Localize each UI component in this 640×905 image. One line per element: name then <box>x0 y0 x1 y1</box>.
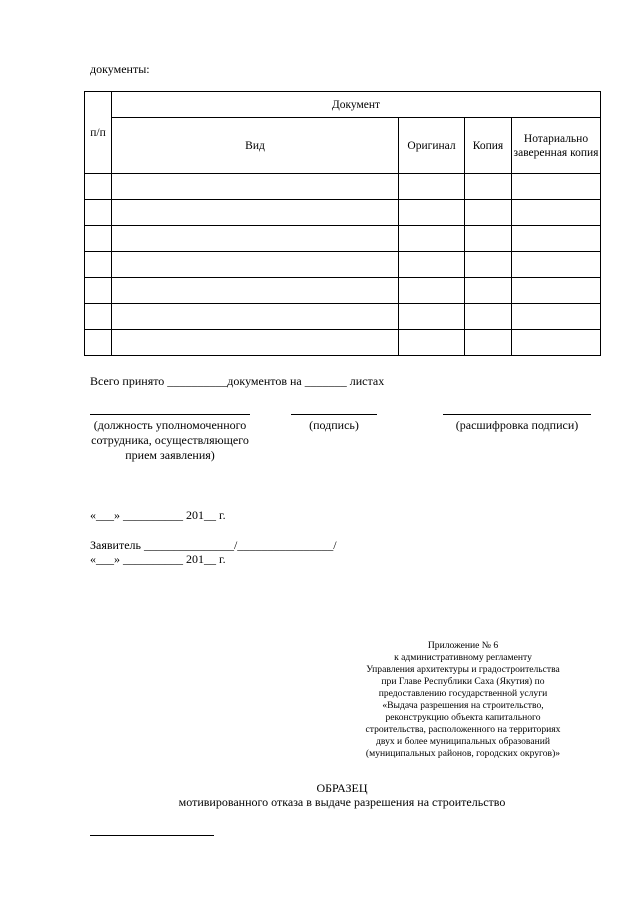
table-cell <box>465 278 512 304</box>
table-cell <box>399 304 465 330</box>
appendix-line: предоставлению государственной услуги <box>378 688 548 699</box>
table-cell <box>112 226 399 252</box>
appendix-line: к административному регламенту <box>394 652 532 663</box>
table-cell <box>512 278 601 304</box>
table-cell <box>85 278 112 304</box>
table-cell <box>85 200 112 226</box>
table-cell <box>85 174 112 200</box>
table-row <box>85 174 601 200</box>
date-line: «___» __________ 201__ г. <box>90 508 226 522</box>
appendix-line: Приложение № 6 <box>427 640 499 651</box>
table-cell <box>465 304 512 330</box>
position-signature-line <box>90 414 250 415</box>
table-cell <box>399 278 465 304</box>
bottom-blank-line <box>90 835 214 836</box>
sample-subtitle: мотивированного отказа в выдаче разрешения на строительство <box>178 795 506 809</box>
table-subheader-row <box>85 118 601 174</box>
column-number-header: п/п <box>85 92 112 174</box>
column-copy-header: Копия <box>465 118 512 174</box>
table-cell <box>85 252 112 278</box>
document-group-header: Документ <box>112 92 601 118</box>
table-cell <box>512 252 601 278</box>
appendix-line: Управления архитектуры и градостроительства <box>366 664 560 675</box>
decoding-caption: (расшифровка подписи) <box>455 418 579 432</box>
appendix-line: строительства, расположенного на территориях <box>365 724 561 735</box>
table-cell <box>465 226 512 252</box>
appendix-line: «Выдача разрешения на строительство, <box>382 700 544 711</box>
appendix-line: при Главе Республики Саха (Якутия) по <box>381 676 545 687</box>
table-cell <box>85 304 112 330</box>
table-cell <box>399 226 465 252</box>
table-row <box>85 226 601 252</box>
table-cell <box>512 304 601 330</box>
table-cell <box>112 252 399 278</box>
table-cell <box>465 174 512 200</box>
applicant-date-line: «___» __________ 201__ г. <box>90 552 226 566</box>
table-cell <box>112 200 399 226</box>
table-header-row <box>85 92 601 118</box>
decoding-signature-line <box>443 414 591 415</box>
column-type-header: Вид <box>112 118 399 174</box>
table-row <box>85 252 601 278</box>
table-cell <box>112 174 399 200</box>
table-cell <box>85 330 112 356</box>
table-cell <box>399 174 465 200</box>
appendix-line: реконструкцию объекта капитального <box>385 712 541 723</box>
signature-caption: (подпись) <box>309 418 359 432</box>
table-cell <box>512 226 601 252</box>
appendix-line: двух и более муниципальных образований <box>375 736 550 747</box>
table-cell <box>465 252 512 278</box>
column-notarized-header: Нотариально заверенная копия <box>512 118 601 174</box>
position-caption: (должность уполномоченного сотрудника, осуществляющего прием заявления) <box>91 418 249 462</box>
table-cell <box>112 304 399 330</box>
appendix-line: (муниципальных районов, городских округов)» <box>365 748 561 759</box>
intro-text: документы: <box>90 62 150 76</box>
table-cell <box>512 200 601 226</box>
table-row <box>85 330 601 356</box>
table-cell <box>112 278 399 304</box>
sample-title: ОБРАЗЕЦ <box>316 781 368 795</box>
column-original-header: Оригинал <box>399 118 465 174</box>
documents-table <box>84 91 601 356</box>
appendix-block <box>340 640 586 760</box>
table-row <box>85 200 601 226</box>
table-cell <box>399 252 465 278</box>
table-cell <box>85 226 112 252</box>
table-cell <box>465 200 512 226</box>
signature-line <box>291 414 377 415</box>
applicant-line: Заявитель _______________/________________/ <box>90 538 337 552</box>
table-row <box>85 278 601 304</box>
table-row <box>85 304 601 330</box>
table-cell <box>512 330 601 356</box>
table-cell <box>399 330 465 356</box>
accepted-count-line: Всего принято __________документов на _______ листах <box>90 374 385 388</box>
table-cell <box>512 174 601 200</box>
table-cell <box>399 200 465 226</box>
table-cell <box>112 330 399 356</box>
table-cell <box>465 330 512 356</box>
